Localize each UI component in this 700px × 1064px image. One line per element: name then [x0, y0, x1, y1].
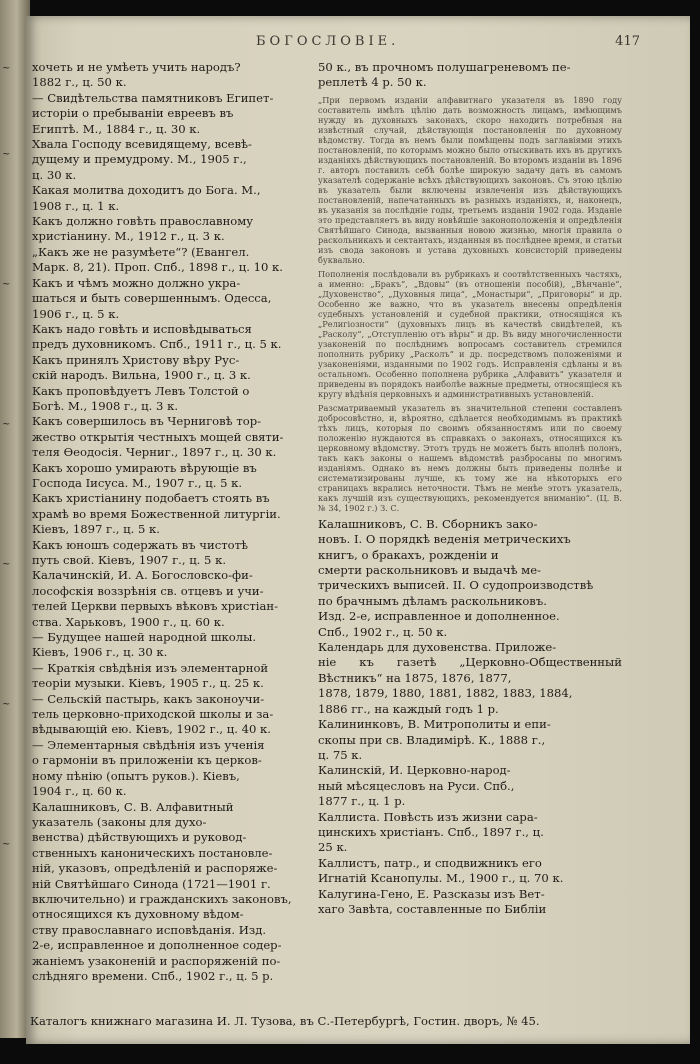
- left-column: [32, 60, 314, 984]
- text-line: Какъ и чѣмъ можно должно укра-: [32, 275, 241, 290]
- text-line: реплетѣ 4 р. 50 к.: [318, 75, 427, 90]
- text-line: Кіевъ, 1906 г., ц. 30 к.: [32, 645, 168, 660]
- text-line: 2-е, исправленное и дополненное содер-: [32, 938, 282, 953]
- text-line: — Элементарныя свѣдѣнія изъ ученія: [32, 737, 265, 752]
- text-line: ній Святѣйшаго Синода (1721—1901 г.: [32, 876, 271, 891]
- review-paragraph-2: Пополненія послѣдовали въ рубрикахъ и соотвѣтственныхъ частяхъ, а именно: „Бракъ“, „Вдовы“ (въ отношеніи пособій), „Вѣнчаніе“, „Духовенство“, „Духовныя лица“, „Монастыри“, „Приговоры“ и др. Особенно же важно, что въ указатель внесены опредѣленія судебныхъ установленій и судебной практики, относящіяся къ „Религіозности“ (духовныхъ лицъ въ качествѣ свидѣтелей, къ „Расколу“, „Отступленію отъ вѣры“ и др. Въ виду многочисленности узаконеній по послѣднимъ вопросамъ составитель стремился пополнить рубрику „Расколъ“ и др. посредствомъ положеніями и узаконеніями, изданными по 1902 годъ. Исправленія сдѣланы и въ остальномъ. Особенно пополнена рубрика „Алфавитъ“ указателя и приведены въ порядокъ наиболѣе важные предметы, относящіеся къ кругу вѣдѣнія церковныхъ и административныхъ установленій.: [318, 268, 622, 399]
- text-line: новъ. I. О порядкѣ веденія метрическихъ: [318, 532, 571, 547]
- text-line: Какъ надо говѣть и исповѣдываться: [32, 321, 252, 336]
- text-line: дущему и премудрому. М., 1905 г.,: [32, 152, 247, 167]
- right-column: [318, 60, 622, 917]
- text-line: Какъ должно говѣть православному: [32, 214, 254, 229]
- text-line: Спб., 1902 г., ц. 50 к.: [318, 624, 448, 639]
- text-line: Какъ юношъ содержать въ чистотѣ: [32, 537, 248, 552]
- text-line: лософскія воззрѣнія св. отцевъ и учи-: [32, 583, 264, 598]
- text-line: Богѣ. М., 1908 г., ц. 3 к.: [32, 398, 179, 413]
- text-line: 1904 г., ц. 60 к.: [32, 784, 127, 799]
- page-number: 417: [615, 34, 640, 49]
- text-line: жество открытія честныхъ мощей святи-: [32, 429, 284, 444]
- text-line: венства) дѣйствующихъ и руковод-: [32, 830, 247, 845]
- previous-page-edge: ~ ~ ~ ~ ~ ~ ~: [0, 0, 30, 1038]
- text-line: Игнатій Ксанопулы. М., 1900 г., ц. 70 к.: [318, 871, 564, 886]
- text-line: храмѣ во время Божественной литургіи.: [32, 506, 281, 521]
- text-line: Египтѣ. М., 1884 г., ц. 30 к.: [32, 121, 201, 136]
- text-line: Кіевъ, 1897 г., ц. 5 к.: [32, 522, 160, 537]
- text-line: книгъ, о бракахъ, рожденіи и: [318, 547, 499, 562]
- review-paragraph-3: Разсматриваемый указатель въ значительной степени составленъ добросовѣстно, и, вѣроятно, сдѣлается необходимымъ въ практикѣ тѣхъ лицъ, которыя по своимъ обязанностямъ или по своему положенію нуждаются въ справкахъ о законахъ, относящихся къ церковному вѣдомству. Этотъ трудъ не можетъ быть вполнѣ полонъ, такъ какъ законы о нашемъ вѣдомствѣ разбросаны по многимъ изданіямъ. Однако въ немъ должны быть приведены полнѣе и систематизированы лучше, къ тому же на нѣкоторыхъ его страницахъ вкрались неточности. Тѣмъ не менѣе этотъ указатель, какъ лучшій изъ существующихъ, рекомендуется вниманію“. (Ц. В. № 34, 1902 г.) З. С.: [318, 402, 622, 513]
- book-page: [26, 16, 690, 1044]
- text-line: тель церковно-приходской школы и за-: [32, 707, 274, 722]
- text-line: вѣдывающій ею. Кіевъ, 1902 г., ц. 40 к.: [32, 722, 271, 737]
- text-line: — Сельскій пастырь, какъ законоучи-: [32, 691, 265, 706]
- text-line: 1886 гг., на каждый годъ 1 р.: [318, 701, 499, 716]
- text-line: ц. 30 к.: [32, 167, 77, 182]
- text-line: ніе къ газетѣ „Церковно-Общественный Вѣстникъ“ на 1875, 1876, 1877,: [318, 655, 622, 685]
- text-line: „Какъ же не разумѣете“? (Евангел.: [32, 244, 250, 259]
- text-line: Калининковъ, В. Митрополиты и епи-: [318, 717, 551, 732]
- right-column-entries: [318, 517, 622, 918]
- text-line: — Будущее нашей народной школы.: [32, 630, 257, 645]
- text-line: христіанину. М., 1912 г., ц. 3 к.: [32, 229, 225, 244]
- text-line: — Свидѣтельства памятниковъ Египет-: [32, 90, 274, 105]
- text-line: — Краткія свѣдѣнія изъ элементарной: [32, 660, 269, 675]
- text-line: Календарь для духовенства. Приложе-: [318, 640, 557, 655]
- text-line: Калинскій, И. Церковно-народ-: [318, 763, 511, 778]
- text-line: смерти раскольниковъ и выдачѣ ме-: [318, 563, 541, 578]
- text-line: Какъ христіанину подобаетъ стоять въ: [32, 491, 270, 506]
- catalogue-footer: Каталогъ книжнаго магазина И. Л. Тузова, въ С.-Петербургѣ, Гостин. дворъ, № 45.: [30, 1014, 540, 1028]
- text-line: Каллиста. Повѣсть изъ жизни сара-: [318, 809, 538, 824]
- text-line: Изд. 2-е, исправленное и дополненное.: [318, 609, 560, 624]
- text-line: ному пѣнію (опытъ руков.). Кіевъ,: [32, 768, 240, 783]
- text-line: 1877 г., ц. 1 р.: [318, 794, 406, 809]
- text-line: Господа Іисуса. М., 1907 г., ц. 5 к.: [32, 475, 243, 490]
- text-line: трическихъ выписей. II. О судопроизводствѣ: [318, 578, 594, 593]
- page-header: [26, 34, 690, 54]
- text-line: жаніемъ узаконеній и распоряженій по-: [32, 953, 281, 968]
- text-line: скій народъ. Вильна, 1900 г., ц. 3 к.: [32, 368, 251, 383]
- text-line: ній, указовъ, опредѣленій и распоряже-: [32, 861, 278, 876]
- text-line: Какъ проповѣдуетъ Левъ Толстой о: [32, 383, 250, 398]
- text-line: предъ духовникомъ. Спб., 1911 г., ц. 5 к.: [32, 337, 282, 352]
- text-line: слѣдняго времени. Спб., 1902 г., ц. 5 р.: [32, 968, 274, 983]
- text-line: Какая молитва доходитъ до Бога. М.,: [32, 183, 261, 198]
- text-line: ственныхъ каноническихъ постановле-: [32, 845, 273, 860]
- text-line: Марк. 8, 21). Проп. Спб., 1898 г., ц. 10 к.: [32, 260, 283, 275]
- running-title: БОГОСЛОВІЕ.: [256, 34, 400, 49]
- text-line: 1882 г., ц. 50 к.: [32, 75, 127, 90]
- text-line: цинскихъ христіанъ. Спб., 1897 г., ц.: [318, 824, 544, 839]
- text-line: Калугина-Гено, Е. Разсказы изъ Вет-: [318, 886, 545, 901]
- text-line: 50 к., въ прочномъ полушагреневомъ пе-: [318, 60, 571, 74]
- text-line: шаться и быть совершеннымъ. Одесса,: [32, 291, 272, 306]
- text-line: Калашниковъ, С. В. Сборникъ зако-: [318, 516, 538, 531]
- text-line: Каллистъ, патр., и сподвижникъ его: [318, 855, 542, 870]
- text-line: 1908 г., ц. 1 к.: [32, 198, 120, 213]
- text-line: ный мѣсяцесловъ на Руси. Спб.,: [318, 778, 515, 793]
- text-line: Хвала Господу всевидящему, всевѣ-: [32, 137, 252, 152]
- text-line: хаго Завѣта, составленные по Библіи: [318, 901, 547, 916]
- text-line: ству православнаго исповѣданія. Изд.: [32, 922, 267, 937]
- text-line: 25 к.: [318, 840, 348, 855]
- text-line: ства. Харьковъ, 1900 г., ц. 60 к.: [32, 614, 225, 629]
- text-line: 1906 г., ц. 5 к.: [32, 306, 120, 321]
- text-line: Какъ совершилось въ Черниговѣ тор-: [32, 414, 262, 429]
- text-line: теоріи музыки. Кіевъ, 1905 г., ц. 25 к.: [32, 676, 264, 691]
- text-line: включительно) и гражданскихъ законовъ,: [32, 891, 292, 906]
- text-line: относящихся къ духовному вѣдом-: [32, 907, 244, 922]
- text-line: телей Церкви первыхъ вѣковъ христіан-: [32, 599, 279, 614]
- text-line: Калачинскій, И. А. Богословско-фи-: [32, 568, 253, 583]
- right-column-top: [318, 60, 622, 91]
- text-line: путь свой. Кіевъ, 1907 г., ц. 5 к.: [32, 553, 227, 567]
- review-paragraph-1: „При первомъ изданіи алфавитнаго указателя въ 1890 году составитель имѣлъ цѣлію дать возможность лицамъ, имѣющимъ нужду въ духовныхъ законахъ, скоро находить потребныя на извѣстный случай, дѣйствующія постановленія по духовному вѣдомству. Тогда въ немъ были помѣщены подъ заглавіями этихъ постановленій, по которымъ можно было отыскивать ихъ въ другихъ изданіяхъ дѣйствующихъ постановленій. Во второмъ изданіи въ 1896 г. авторъ поставилъ себѣ болѣе широкую задачу дать въ самомъ указателѣ содержаніе всѣхъ дѣйствующихъ законовъ. Съ этою цѣлію въ указатель были включены извлеченія изъ дѣйствующихъ постановленій, напечатанныхъ въ разныхъ изданіяхъ, и, наконецъ, въ указанія за послѣдніе годы, третьемъ изданіи 1902 года. Изданіе это представляетъ въ виду новѣйшіе законоположенія и опредѣленія Святѣйшаго Синода, вызванныя новою жизнью, многія правила о раскольникахъ и сектантахъ, изданныя въ послѣднее время, и статьи изъ свода законовъ и устава духовныхъ консисторій приведены буквально.: [318, 94, 622, 265]
- text-line: хочеть и не умѣеть учить народъ?: [32, 60, 241, 74]
- text-line: теля Ѳеодосія. Черниг., 1897 г., ц. 30 к.: [32, 445, 277, 460]
- text-line: Какъ хорошо умирають вѣрующіе въ: [32, 460, 257, 475]
- text-line: Какъ принялъ Христову вѣру Рус-: [32, 352, 240, 367]
- text-line: ц. 75 к.: [318, 747, 363, 762]
- text-line: указатель (законы для духо-: [32, 814, 207, 829]
- text-line: исторіи о пребываніи евреевъ въ: [32, 106, 234, 121]
- text-line: скопы при св. Владимірѣ. К., 1888 г.,: [318, 732, 546, 747]
- text-line: 1878, 1879, 1880, 1881, 1882, 1883, 1884,: [318, 686, 573, 701]
- text-line: по брачнымъ дѣламъ раскольниковъ.: [318, 593, 547, 608]
- text-line: Калашниковъ, С. В. Алфавитный: [32, 799, 234, 814]
- text-line: о гармоніи въ приложеніи къ церков-: [32, 753, 262, 768]
